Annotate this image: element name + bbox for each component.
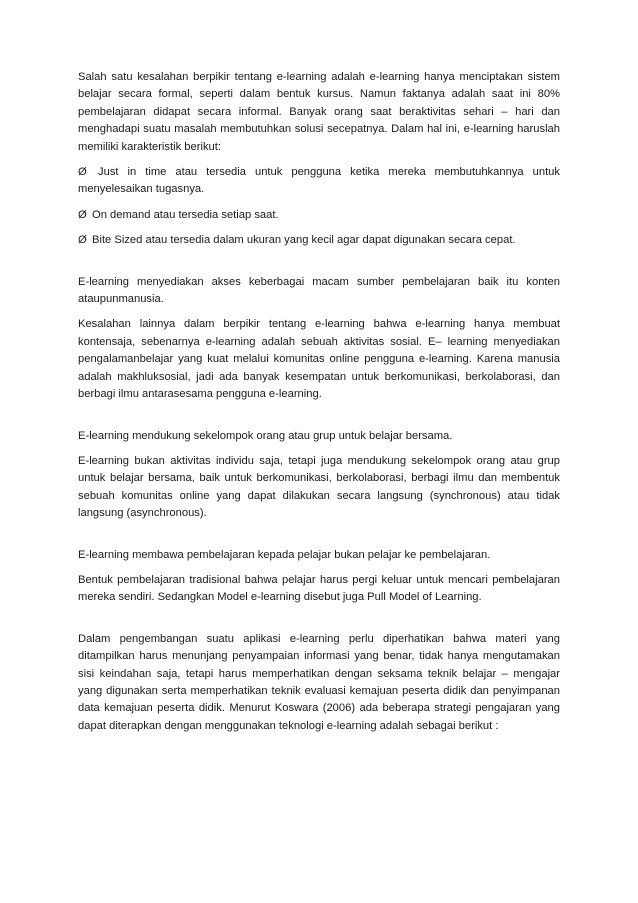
document-body [78, 69, 560, 735]
paragraph-pengembangan: Dalam pengembangan suatu aplikasi e-learning perlu diperhatikan bahwa materi yang ditampilkan harus menunjang penyampaian informasi yang benar, tidak hanya mengutamakan sisi keindahan saja, tetapi harus memperhatikan dengan seksama teknik belajar – mengajar yang digunakan serta memperhatikan teknik evaluasi kemajuan peserta didik dan penyimpanan data kemajuan peserta didik. Menurut Koswara (2006) ada beberapa strategi pengajaran yang dapat diterapkan dengan menggunakan teknologi e-learning adalah sebagai berikut : [78, 632, 560, 732]
paragraph-intro: Salah satu kesalahan berpikir tentang e-learning adalah e-learning hanya menciptakan sistem belajar secara formal, seperti dalam bentuk kursus. Namun faktanya adalah saat ini 80% pembelajaran didapat secara informal. Banyak orang saat beraktivitas sehari – hari dan menghadapi suatu masalah membutuhkan solusi secepatnya. Dalam hal ini, e-learning haruslah memiliki karakteristik berikut: [78, 71, 560, 153]
paragraph-aktivitas-sosial: Kesalahan lainnya dalam berpikir tentang e-learning bahwa e-learning hanya membuat kontensaja, sebenarnya e-learning adalah sebuah aktivitas sosial. E– learning menyediakan pengalamanbelajar yang kuat melalui komunitas online pengguna e-learning. Karena manusia adalah makhluksosial, jadi ada banyak kesempatan untuk berkomunikasi, berkolaborasi, dan berbagi ilmu antarasesama pengguna e-learning. [78, 318, 560, 401]
paragraph-heading-grup: E-learning mendukung sekelompok orang atau grup untuk belajar bersama. [78, 429, 453, 442]
paragraph-heading-pelajar: E-learning membawa pembelajaran kepada pelajar bukan pelajar ke pembelajaran. [78, 548, 491, 561]
paragraph-pull-model: Bentuk pembelajaran tradisional bahwa pelajar harus pergi keluar untuk mencari pembelajaran mereka sendiri. Sedangkan Model e-learning disebut juga Pull Model of Learning. [78, 573, 560, 604]
bullet-marker: Ø [78, 234, 87, 247]
bullet-item-just-in-time [78, 164, 560, 199]
paragraph-heading-akses: E-learning menyediakan akses keberbagai macam sumber pembelajaran baik itu konten ataupunmanusia. [78, 275, 560, 306]
bullet-item-on-demand [78, 207, 560, 224]
bullet-item-bite-sized [78, 232, 560, 249]
bullet-marker: Ø [78, 166, 87, 179]
paragraph-komunitas: E-learning bukan aktivitas individu saja, tetapi juga mendukung sekelompok orang atau grup untuk belajar bersama, baik untuk berkomunikasi, berkolaborasi, berbagi ilmu dan membentuk sebuah komunitas online yang dapat dilakukan secara langsung (synchronous) atau tidak langsung (asynchronous). [78, 454, 560, 520]
bullet-text: On demand atau tersedia setiap saat. [92, 208, 279, 221]
bullet-text: Bite Sized atau tersedia dalam ukuran yang kecil agar dapat digunakan secara cepat. [92, 234, 516, 247]
bullet-text: Just in time atau tersedia untuk pengguna ketika mereka membutuhkannya untuk menyelesaikan tugasnya. [78, 166, 560, 196]
bullet-marker: Ø [78, 208, 87, 221]
